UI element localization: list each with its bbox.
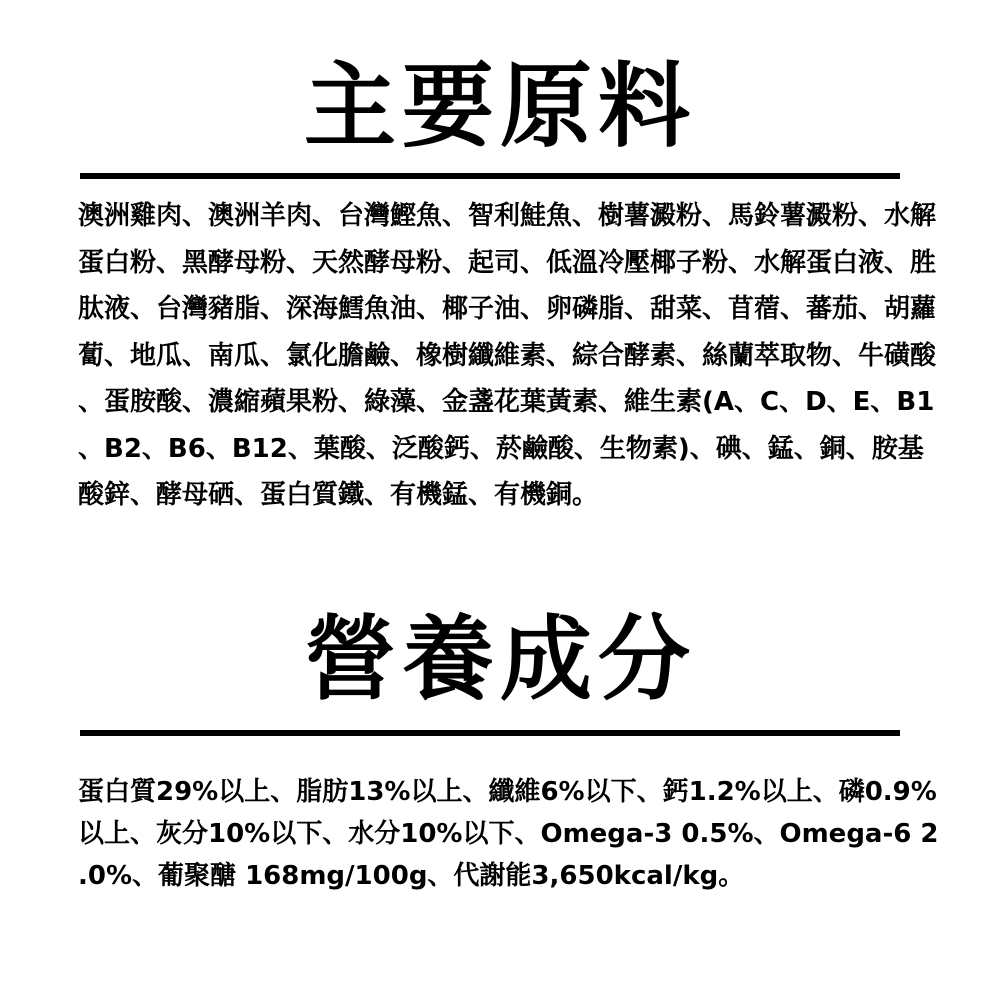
nutrition-text: 蛋白質29%以上、脂肪13%以上、纖維6%以下、鈣1.2%以上、磷0.9%以上、灰分10%以下、水分10%以下、Omega-3 0.5%、Omega-6 2.0%、葡聚醣 168mg/100g、代謝能3,650kcal/kg。: [78, 777, 939, 891]
ingredients-text: 澳洲雞肉、澳洲羊肉、台灣鰹魚、智利鮭魚、樹薯澱粉、馬鈴薯澱粉、水解蛋白粉、黑酵母粉、天然酵母粉、起司、低溫冷壓椰子粉、水解蛋白液、胜肽液、台灣豬脂、深海鱈魚油、椰子油、卵磷脂、甜菜、苜蓿、蕃茄、胡蘿蔔、地瓜、南瓜、氯化膽鹼、橡樹纖維素、綜合酵素、絲蘭萃取物、牛磺酸、蛋胺酸、濃縮蘋果粉、綠藻、金盞花葉黃素、維生素(A、C、D、E、B1、B2、B6、B12、葉酸、泛酸鈣、菸鹼酸、生物素)、碘、錳、銅、胺基酸鋅、酵母硒、蛋白質鐵、有機錳、有機銅。: [78, 201, 937, 510]
nutrition-title: 營養成分: [303, 606, 696, 713]
nutrition-divider: [80, 730, 900, 736]
ingredients-divider: [80, 173, 900, 179]
ingredients-title: 主要原料: [303, 53, 696, 160]
